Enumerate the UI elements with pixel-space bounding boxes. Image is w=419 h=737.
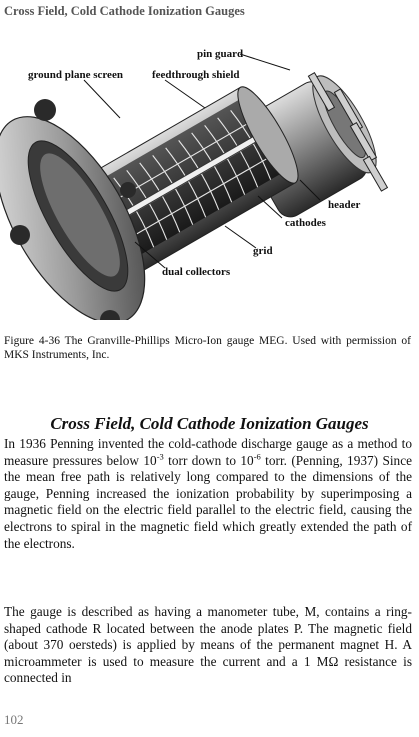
figure-caption: Figure 4-36 The Granville-Phillips Micro-Ion gauge MEG. Used with permission of MKS Instruments, Inc. xyxy=(4,335,411,361)
label-pin-guard: pin guard xyxy=(197,48,244,60)
paragraph-text-part3: torr. (Penning, 1937) Since the mean free path is relatively long compared to the dimensions of the gauge, Penning increased the ionization probability by superimposing a magnetic field on the electric field parallel to the electric field, causing the electrons to spiral in the magnetic field which greatly extended the path of the electrons. xyxy=(4,452,412,551)
gauge-illustration xyxy=(0,30,419,320)
label-grid: grid xyxy=(253,245,273,257)
running-header: Cross Field, Cold Cathode Ionization Gauges xyxy=(4,4,245,18)
label-dual-collectors: dual collectors xyxy=(162,266,231,278)
exponent-1: -3 xyxy=(156,451,164,462)
label-header: header xyxy=(328,199,361,211)
paragraph-penning xyxy=(4,436,412,552)
label-feedthrough-shield: feedthrough shield xyxy=(152,69,240,81)
page-number: 102 xyxy=(4,712,24,727)
paragraph-text-part1: In 1936 Penning invented the cold-cathode discharge gauge as a method to measure pressures below 10 xyxy=(4,436,412,468)
paragraph-gauge-description: The gauge is described as having a manometer tube, M, contains a ring-shaped cathode R located between the anode plates P. The magnetic field (about 370 oersteds) is applied by means of the permanent magnet H. A microammeter is used to measure the current and a 1 MΩ resistance is connected in xyxy=(4,604,412,686)
gauge-figure xyxy=(0,30,419,320)
label-ground-plane-screen: ground plane screen xyxy=(28,69,123,81)
label-cathodes: cathodes xyxy=(285,217,326,229)
section-title: Cross Field, Cold Cathode Ionization Gauges xyxy=(50,414,369,433)
paragraph-text-part2: torr down to 10 xyxy=(163,452,254,468)
exponent-2: -6 xyxy=(253,451,261,462)
